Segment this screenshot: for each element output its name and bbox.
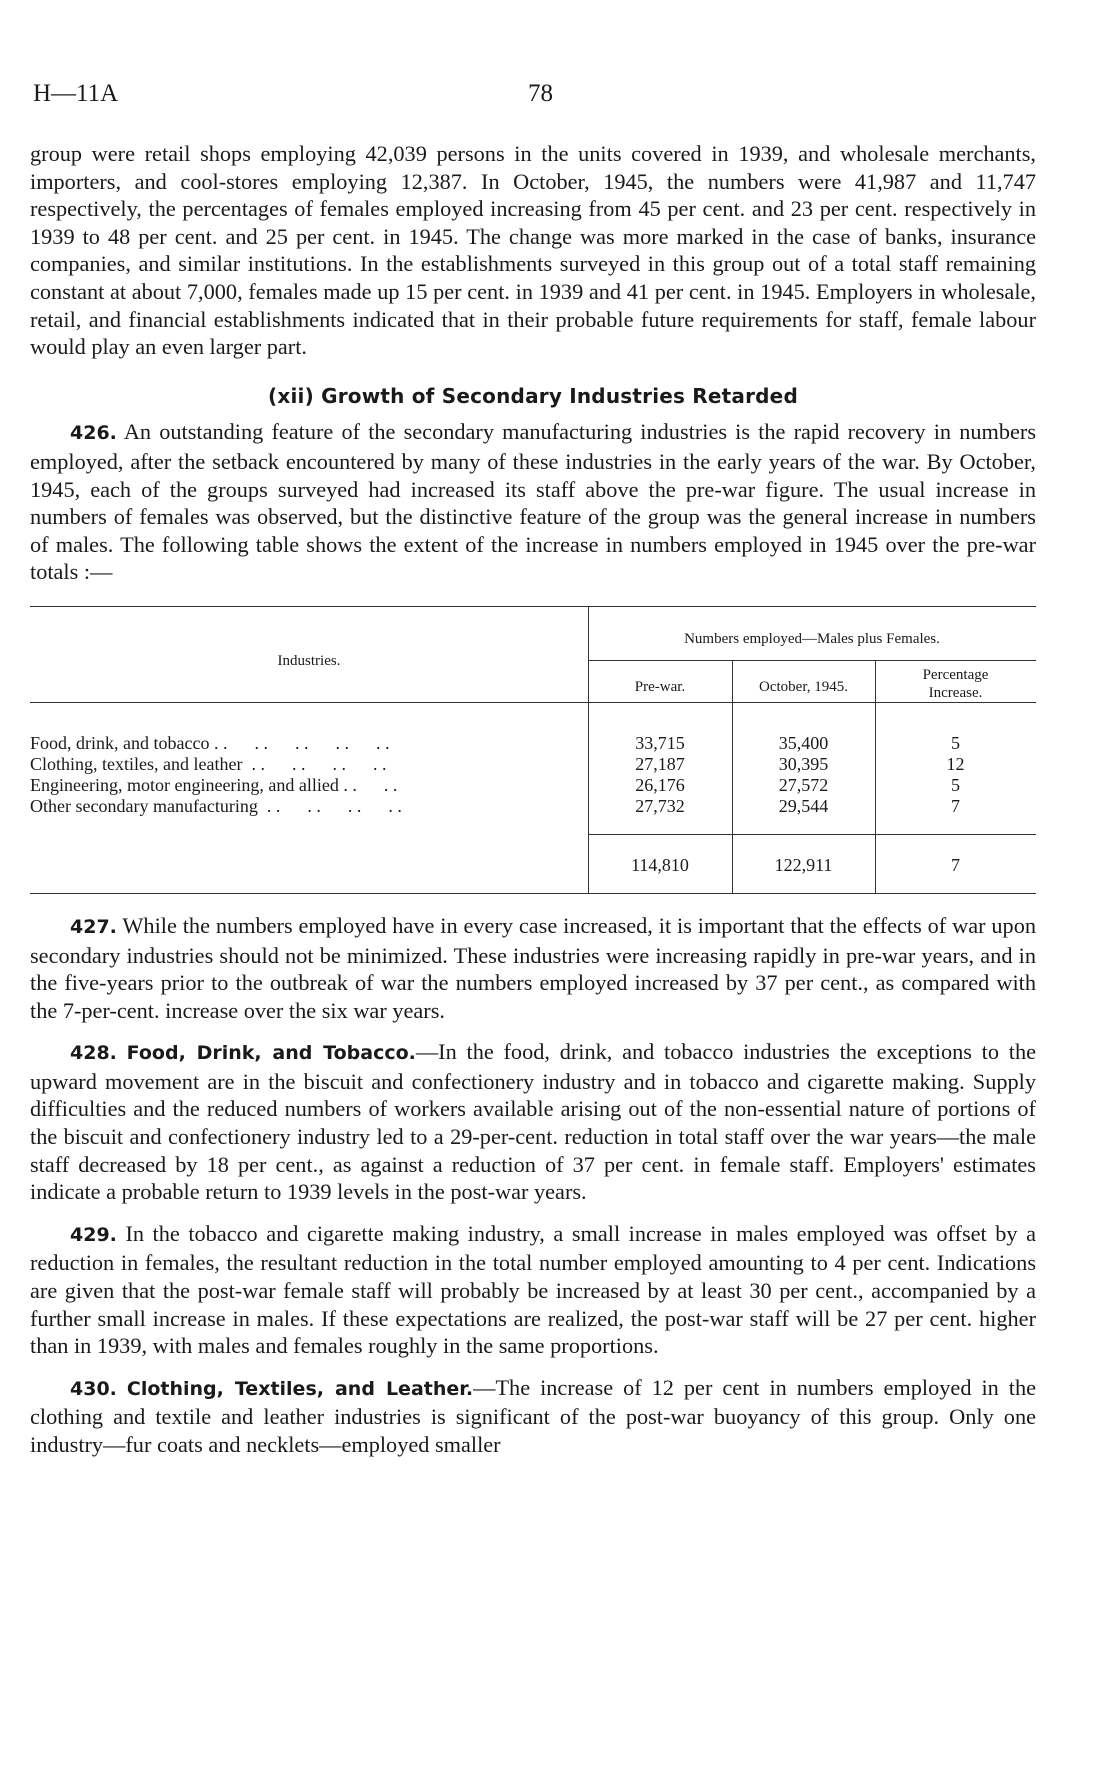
row-percentage: 12 [946, 753, 965, 774]
paragraph-text: —In the food, drink, and tobacco industries the exceptions to the upward movement are in the biscuit and confectionery industry and in tobacco and cigarette making. Supply difficulties and the reduced numbers of workers available arising out of the non-essential nature of portions of the biscuit and confectionery industry led to a 29-per-cent. reduction in total staff over the war years—the male staff decreased by 18 per cent., as against a reduction of 37 per cent. in female staff. Employers' estimates indicate a probable return to 1939 levels in the post-war years. [30, 1039, 1037, 1205]
row-october: 30,395 [778, 753, 829, 774]
page-body [30, 140, 1036, 1459]
row-leaders: . . . . . . . . [242, 753, 387, 774]
row-leaders: . . . . [338, 774, 398, 795]
paragraph-429 [30, 1220, 1036, 1360]
col-header-percentage: Percentage [922, 666, 989, 683]
row-leaders: . . . . . . . . [257, 795, 402, 816]
row-percentage: 5 [951, 774, 960, 795]
paragraph-430 [30, 1374, 1036, 1459]
paragraph-text: An outstanding feature of the secondary manufacturing industries is the rapid recovery in numbers employed, after the setback encountered by many of these industries in the early years of the war. By October, 1945, each of the groups surveyed had increased its staff above the pre-war figure. The usual increase in numbers of females was observed, but the distinctive feature of the group was the general increase in numbers of males. The following table shows the extent of the increase in numbers employed in 1945 over the pre-war totals :— [30, 419, 1036, 585]
row-industry: Engineering, motor engineering, and allied [30, 774, 339, 795]
page-header [33, 80, 553, 108]
table-rule-top [30, 606, 1036, 607]
total-prewar: 114,810 [631, 854, 689, 875]
paragraph-text: In the tobacco and cigarette making industry, a small increase in males employed was offset by a reduction in females, the resultant reduction in the total number employed amounting to 4 per cent. Indications are given that the post-war female staff will probably be increased by at least 30 per cent., accompanied by a further small increase in males. If these expectations are realized, the post-war staff will be 27 per cent. higher than in 1939, with males and females roughly in the same proportions. [30, 1220, 1036, 1359]
row-october: 27,572 [778, 774, 829, 795]
paragraph-text: While the numbers employed have in every case increased, it is important that the effects of war upon secondary industries should not be minimized. These industries were increasing rapidly in pre-war years, and in the five-years prior to the outbreak of war the numbers employed increased by 37 per cent., as compared with the 7-per-cent. increase over the six war years. [30, 912, 1036, 1023]
row-prewar: 27,187 [635, 753, 685, 774]
table-rule-group [588, 660, 1036, 661]
section-heading: (xii) Growth of Secondary Industries Retarded [268, 383, 798, 408]
total-percentage: 7 [951, 854, 960, 875]
row-percentage: 7 [951, 795, 960, 816]
series-code: H—11A [33, 80, 119, 107]
row-industry: Other secondary manufacturing [30, 795, 258, 816]
row-industry: Clothing, textiles, and leather [30, 753, 243, 774]
paragraph-title: Food, Drink, and Tobacco. [126, 1042, 416, 1065]
col-header-group: Numbers employed—Males plus Females. [684, 630, 940, 647]
paragraph-number: 426. [70, 422, 117, 445]
employment-table [30, 606, 1036, 894]
row-prewar: 27,732 [635, 795, 685, 816]
paragraph-number: 427. [70, 915, 117, 938]
col-header-industries: Industries. [277, 652, 341, 669]
col-header-october: October, 1945. [759, 678, 848, 695]
row-prewar: 33,715 [635, 732, 685, 753]
row-leaders: . . . . . . . . . . [209, 732, 390, 753]
row-october: 35,400 [778, 732, 829, 753]
row-prewar: 26,176 [635, 774, 685, 795]
page-number: 78 [528, 80, 553, 107]
paragraph-number: 428. [70, 1042, 117, 1065]
paragraph-title: Clothing, Textiles, and Leather. [126, 1377, 474, 1400]
row-industry: Food, drink, and tobacco [30, 732, 210, 753]
row-october: 29,544 [778, 795, 829, 816]
paragraph-number: 429. [70, 1223, 117, 1246]
table-rule-total [588, 834, 1036, 835]
paragraph-number: 430. [70, 1377, 117, 1400]
row-percentage: 5 [951, 732, 960, 753]
intro-paragraph: group were retail shops employing 42,039 persons in the units covered in 1939, and wholesale merchants, importers, and cool-stores employing 12,387. In October, 1945, the numbers were 41,987 and 11,747 respectively, the percentages of females employed increasing from 45 per cent. and 23 per cent. respectively in 1939 to 48 per cent. and 25 per cent. in 1945. The change was more marked in the case of banks, insurance companies, and similar institutions. In the establishments surveyed in this group out of a total staff remaining constant at about 7,000, females made up 15 per cent. in 1939 and 41 per cent. in 1945. Employers in wholesale, retail, and financial establishments indicated that in their probable future requirements for staff, female labour would play an even larger part. [30, 141, 1036, 360]
paragraph-text: —The increase of 12 per cent in numbers employed in the clothing and textile and leather industries is significant of the post-war buoyancy of this group. Only one industry—fur coats and necklets—employed smaller [30, 1374, 1036, 1457]
col-header-prewar: Pre-war. [634, 678, 686, 695]
table-rule-bottom [30, 893, 1036, 894]
paragraph-426 [30, 418, 1036, 586]
total-october: 122,911 [774, 854, 833, 875]
paragraph-427 [30, 912, 1036, 1024]
paragraph-428 [30, 1038, 1036, 1206]
col-header-increase: Increase. [928, 684, 983, 701]
